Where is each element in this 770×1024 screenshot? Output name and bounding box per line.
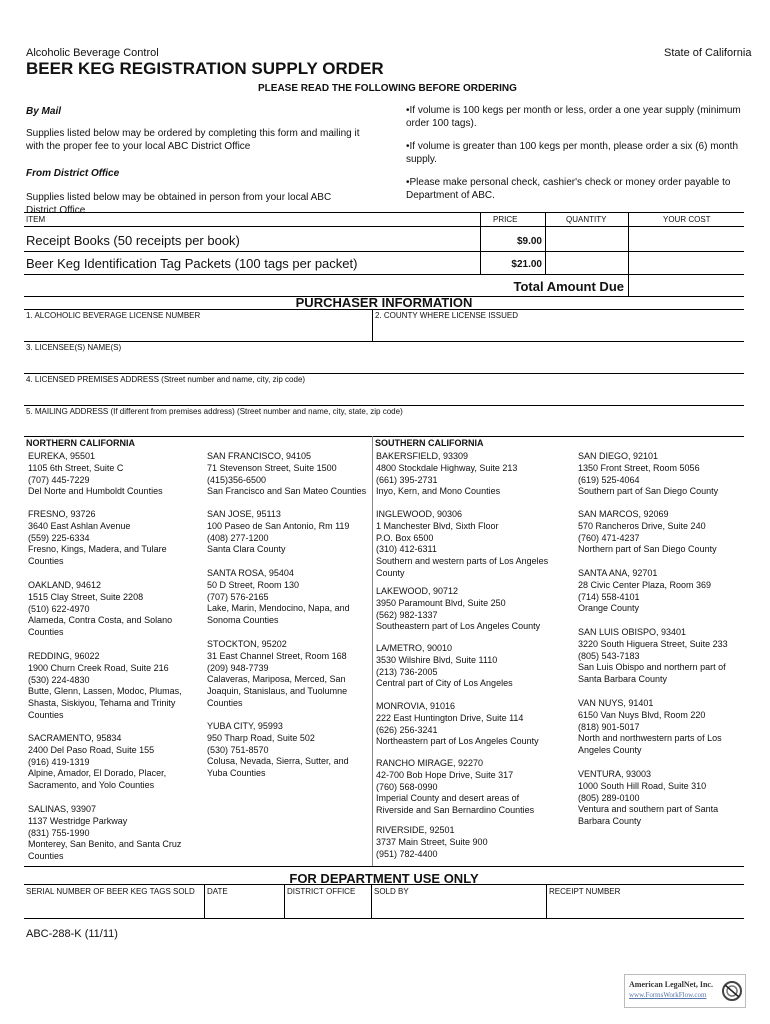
office-city: YUBA CITY, 95993 bbox=[207, 721, 283, 731]
office-line: (530) 751-8570 bbox=[207, 744, 269, 755]
office-line: P.O. Box 6500 bbox=[376, 532, 434, 543]
publisher-name: American LegalNet, Inc. bbox=[629, 980, 713, 989]
office-city: STOCKTON, 95202 bbox=[207, 639, 287, 649]
office-city: RANCHO MIRAGE, 92270 bbox=[376, 758, 484, 768]
office-line: 71 Stevenson Street, Suite 1500 bbox=[207, 462, 337, 473]
office-line: 42-700 Bob Hope Drive, Suite 317 bbox=[376, 769, 514, 780]
office-line: Inyo, Kern, and Mono Counties bbox=[376, 486, 501, 497]
bullet-2: •If volume is greater than 100 kegs per month, please order a six (6) month supply. bbox=[406, 141, 739, 165]
office-line: (707) 576-2165 bbox=[207, 591, 269, 602]
office-line: Monterey, San Benito, and Santa Cruz bbox=[28, 839, 182, 850]
office-line: 3950 Paramount Blvd, Suite 250 bbox=[376, 597, 506, 608]
total-amount-field[interactable] bbox=[631, 277, 742, 295]
office-san-luis-obispo bbox=[578, 627, 746, 686]
office-line: Central part of City of Los Angeles bbox=[376, 678, 513, 689]
office-line: Sacramento, and Yolo Counties bbox=[28, 780, 155, 791]
office-line: County bbox=[376, 567, 405, 578]
dept-sold-by-label: SOLD BY bbox=[374, 887, 409, 896]
office-line: Santa Clara County bbox=[207, 544, 286, 555]
sold-by-field[interactable] bbox=[374, 898, 544, 916]
office-line: 3220 South Higuera Street, Suite 233 bbox=[578, 638, 728, 649]
serial-number-field[interactable] bbox=[26, 898, 202, 916]
office-line: 1 Manchester Blvd, Sixth Floor bbox=[376, 520, 499, 531]
office-rancho-mirage bbox=[376, 758, 544, 817]
office-line: (714) 558-4101 bbox=[578, 591, 640, 602]
office-city: FRESNO, 93726 bbox=[28, 509, 96, 519]
county-field[interactable] bbox=[375, 321, 741, 339]
northern-california-heading: NORTHERN CALIFORNIA bbox=[26, 438, 135, 448]
dept-district-office-label: DISTRICT OFFICE bbox=[287, 887, 356, 896]
quantity-tag-packets-field[interactable] bbox=[548, 253, 625, 273]
office-city: BAKERSFIELD, 93309 bbox=[376, 451, 469, 461]
office-line: 100 Paseo de San Antonio, Rm 119 bbox=[207, 520, 350, 531]
form-number: ABC-288-K (11/11) bbox=[26, 928, 118, 940]
office-line: Southern part of San Diego County bbox=[578, 486, 719, 497]
office-line: North and northwestern parts of Los bbox=[578, 733, 722, 744]
office-line: Imperial County and desert areas of bbox=[376, 793, 520, 804]
office-line: 1000 South Hill Road, Suite 310 bbox=[578, 780, 707, 791]
office-city: SAN JOSE, 95113 bbox=[207, 509, 281, 519]
premises-address-field[interactable] bbox=[26, 385, 741, 403]
office-line: 1105 6th Street, Suite C bbox=[28, 462, 124, 473]
col-header-quantity: QUANTITY bbox=[566, 215, 607, 224]
item-receipt-books: Receipt Books (50 receipts per book) bbox=[26, 233, 240, 248]
office-lakewood bbox=[376, 586, 544, 633]
office-san-francisco bbox=[207, 451, 375, 498]
col-header-price: PRICE bbox=[493, 215, 518, 224]
office-line: 6150 Van Nuys Blvd, Room 220 bbox=[578, 709, 706, 720]
office-city: EUREKA, 95501 bbox=[28, 451, 96, 461]
office-line: (415)356-6500 bbox=[207, 474, 267, 485]
price-receipt-books: $9.00 bbox=[516, 236, 542, 247]
office-line: Del Norte and Humboldt Counties bbox=[28, 486, 163, 497]
district-office-field[interactable] bbox=[287, 898, 369, 916]
quantity-receipt-books-field[interactable] bbox=[548, 230, 625, 250]
office-line: (951) 782-4400 bbox=[376, 848, 438, 859]
office-line: Counties bbox=[28, 627, 64, 638]
office-line: Northeastern part of Los Angeles County bbox=[376, 736, 539, 747]
office-line: 4800 Stockdale Highway, Suite 213 bbox=[376, 462, 518, 473]
dept-date-label: DATE bbox=[207, 887, 228, 896]
dept-serial-number-label: SERIAL NUMBER OF BEER KEG TAGS SOLD bbox=[26, 887, 195, 896]
office-line: Riverside and San Bernardino Counties bbox=[376, 805, 535, 816]
by-mail-heading: By Mail bbox=[26, 106, 62, 117]
col-header-item: ITEM bbox=[26, 215, 46, 224]
office-fresno bbox=[28, 509, 196, 568]
office-city: SAN FRANCISCO, 94105 bbox=[207, 451, 312, 461]
office-city: REDDING, 96022 bbox=[28, 651, 100, 661]
office-line: (818) 901-5017 bbox=[578, 721, 640, 732]
office-city: SANTA ANA, 92701 bbox=[578, 568, 658, 578]
office-line: Butte, Glenn, Lassen, Modoc, Plumas, bbox=[28, 686, 182, 697]
form-title: BEER KEG REGISTRATION SUPPLY ORDER bbox=[26, 59, 384, 78]
office-line: Counties bbox=[28, 556, 64, 567]
office-line: Shasta, Siskiyou, Tehama and Trinity bbox=[28, 698, 176, 709]
cost-tag-packets-field[interactable] bbox=[631, 253, 742, 273]
office-bakersfield bbox=[376, 451, 544, 498]
office-line: (760) 568-0990 bbox=[376, 781, 438, 792]
office-line: 31 East Channel Street, Room 168 bbox=[207, 650, 347, 661]
field-county-label: 2. COUNTY WHERE LICENSE ISSUED bbox=[375, 311, 518, 320]
office-line: (661) 395-2731 bbox=[376, 474, 438, 485]
office-line: San Francisco and San Mateo Counties bbox=[207, 486, 367, 497]
office-san-jose bbox=[207, 509, 375, 556]
from-district-heading: From District Office bbox=[26, 168, 120, 179]
office-san-diego bbox=[578, 451, 746, 498]
licensee-name-field[interactable] bbox=[26, 353, 741, 371]
office-line: 3530 Wilshire Blvd, Suite 1110 bbox=[376, 654, 498, 665]
office-city: SAN DIEGO, 92101 bbox=[578, 451, 659, 461]
receipt-number-field[interactable] bbox=[549, 898, 741, 916]
office-city: OAKLAND, 94612 bbox=[28, 580, 102, 590]
office-city: VAN NUYS, 91401 bbox=[578, 698, 654, 708]
office-line: 1515 Clay Street, Suite 2208 bbox=[28, 591, 144, 602]
office-line: Counties bbox=[28, 851, 64, 862]
cost-receipt-books-field[interactable] bbox=[631, 230, 742, 250]
office-line: (707) 445-7229 bbox=[28, 474, 90, 485]
office-line: (510) 622-4970 bbox=[28, 603, 90, 614]
bullet-1: •If volume is 100 kegs per month or less, order a one year supply (minimum order 100 tags). bbox=[406, 105, 741, 129]
dept-receipt-number-label: RECEIPT NUMBER bbox=[549, 887, 621, 896]
office-line: Alpine, Amador, El Dorado, Placer, bbox=[28, 768, 167, 779]
publisher-website[interactable]: www.FormsWorkFlow.com bbox=[629, 991, 707, 999]
office-line: (310) 412-6311 bbox=[376, 544, 437, 555]
publisher-logo-icon bbox=[721, 979, 743, 1003]
office-line: Colusa, Nevada, Sierra, Sutter, and bbox=[207, 756, 349, 767]
office-city: SALINAS, 93907 bbox=[28, 804, 97, 814]
office-line: (831) 755-1990 bbox=[28, 827, 90, 838]
office-line: Yuba Counties bbox=[207, 768, 266, 779]
agency-name: Alcoholic Beverage Control bbox=[26, 47, 159, 59]
office-city: MONROVIA, 91016 bbox=[376, 701, 456, 711]
office-line: Barbara County bbox=[578, 816, 642, 827]
office-line: (805) 543-7183 bbox=[578, 650, 640, 661]
office-line: 950 Tharp Road, Suite 502 bbox=[207, 732, 315, 743]
office-line: 222 East Huntington Drive, Suite 114 bbox=[376, 712, 524, 723]
office-line: 570 Rancheros Drive, Suite 240 bbox=[578, 520, 706, 531]
office-riverside bbox=[376, 825, 544, 857]
from-district-text: Supplies listed below may be obtained in person from your local ABC District Office bbox=[26, 192, 332, 216]
state-name: State of California bbox=[664, 47, 752, 59]
form-subtitle: PLEASE READ THE FOLLOWING BEFORE ORDERING bbox=[258, 83, 517, 94]
office-line: Counties bbox=[207, 697, 243, 708]
field-mailing-address-label: 5. MAILING ADDRESS (If different from premises address) (Street number and name, city, state, zip code) bbox=[26, 407, 403, 416]
office-city: VENTURA, 93003 bbox=[578, 769, 652, 779]
office-city: INGLEWOOD, 90306 bbox=[376, 509, 463, 519]
office-line: Southern and western parts of Los Angeles bbox=[376, 556, 549, 567]
office-yuba-city bbox=[207, 721, 375, 780]
office-line: Sonoma Counties bbox=[207, 615, 279, 626]
office-city: RIVERSIDE, 92501 bbox=[376, 825, 455, 835]
field-licensee-name-label: 3. LICENSEE(S) NAME(S) bbox=[26, 343, 122, 352]
office-line: (562) 982-1337 bbox=[376, 609, 438, 620]
office-monrovia bbox=[376, 701, 544, 748]
mailing-address-field[interactable] bbox=[26, 417, 741, 433]
office-line: (760) 471-4237 bbox=[578, 532, 640, 543]
office-santa-ana bbox=[578, 568, 746, 615]
office-redding bbox=[28, 651, 196, 722]
office-line: Orange County bbox=[578, 603, 640, 614]
office-line: (805) 289-0100 bbox=[578, 792, 640, 803]
office-line: Angeles County bbox=[578, 745, 642, 756]
office-van-nuys bbox=[578, 698, 746, 757]
office-line: Northern part of San Diego County bbox=[578, 544, 717, 555]
office-city: LA/METRO, 90010 bbox=[376, 643, 453, 653]
office-city: SAN LUIS OBISPO, 93401 bbox=[578, 627, 687, 637]
purchaser-heading: PURCHASER INFORMATION bbox=[295, 295, 473, 310]
office-eureka bbox=[28, 451, 196, 498]
license-number-field[interactable] bbox=[26, 321, 368, 339]
office-line: (209) 948-7739 bbox=[207, 662, 269, 673]
col-header-your-cost: YOUR COST bbox=[663, 215, 711, 224]
office-san-marcos bbox=[578, 509, 746, 556]
office-inglewood bbox=[376, 509, 549, 580]
total-amount-label: Total Amount Due bbox=[513, 279, 624, 294]
office-line: 1350 Front Street, Room 5056 bbox=[578, 462, 700, 473]
office-line: Santa Barbara County bbox=[578, 674, 668, 685]
office-city: SACRAMENTO, 95834 bbox=[28, 733, 122, 743]
office-city: LAKEWOOD, 90712 bbox=[376, 586, 459, 596]
office-city: SAN MARCOS, 92069 bbox=[578, 509, 669, 519]
office-line: (530) 224-4830 bbox=[28, 674, 90, 685]
publisher-badge bbox=[624, 974, 746, 1008]
office-line: 50 D Street, Room 130 bbox=[207, 579, 300, 590]
office-line: 3737 Main Street, Suite 900 bbox=[376, 836, 488, 847]
office-la-metro bbox=[376, 643, 544, 690]
office-line: Joaquin, Stanislaus, and Tuolumne bbox=[207, 686, 348, 697]
office-line: 28 Civic Center Plaza, Room 369 bbox=[578, 579, 712, 590]
office-line: Ventura and southern part of Santa bbox=[578, 804, 719, 815]
office-line: Southeastern part of Los Angeles County bbox=[376, 621, 541, 632]
office-line: (916) 419-1319 bbox=[28, 756, 90, 767]
office-sacramento bbox=[28, 733, 196, 792]
by-mail-text: Supplies listed below may be ordered by completing this form and mailing it with the proper fee to your local ABC District Office bbox=[26, 128, 360, 152]
office-line: 1137 Westridge Parkway bbox=[28, 815, 128, 826]
office-line: 2400 Del Paso Road, Suite 155 bbox=[28, 744, 155, 755]
office-line: (619) 525-4064 bbox=[578, 474, 640, 485]
office-line: Fresno, Kings, Madera, and Tulare bbox=[28, 544, 167, 555]
office-salinas bbox=[28, 804, 196, 863]
bullet-3: •Please make personal check, cashier's check or money order payable to Department of ABC. bbox=[406, 177, 731, 201]
price-tag-packets: $21.00 bbox=[511, 259, 542, 270]
field-premises-address-label: 4. LICENSED PREMISES ADDRESS (Street number and name, city, zip code) bbox=[26, 375, 306, 384]
office-city: SANTA ROSA, 95404 bbox=[207, 568, 294, 578]
department-use-heading: FOR DEPARTMENT USE ONLY bbox=[289, 871, 479, 886]
office-line: (213) 736-2005 bbox=[376, 666, 438, 677]
office-ventura bbox=[578, 769, 746, 828]
date-field[interactable] bbox=[207, 898, 282, 916]
office-line: Counties bbox=[28, 709, 64, 720]
office-line: (626) 256-3241 bbox=[376, 724, 438, 735]
office-line: Calaveras, Mariposa, Merced, San bbox=[207, 674, 346, 685]
office-stockton bbox=[207, 639, 375, 710]
office-line: Lake, Marin, Mendocino, Napa, and bbox=[207, 603, 350, 614]
office-line: San Luis Obispo and northern part of bbox=[578, 662, 726, 673]
office-oakland bbox=[28, 580, 196, 639]
office-santa-rosa bbox=[207, 568, 375, 627]
office-line: 3640 East Ashlan Avenue bbox=[28, 520, 131, 531]
office-line: 1900 Churn Creek Road, Suite 216 bbox=[28, 662, 169, 673]
field-license-number-label: 1. ALCOHOLIC BEVERAGE LICENSE NUMBER bbox=[26, 311, 201, 320]
office-line: (408) 277-1200 bbox=[207, 532, 269, 543]
southern-california-heading: SOUTHERN CALIFORNIA bbox=[375, 438, 484, 448]
office-line: (559) 225-6334 bbox=[28, 532, 90, 543]
office-line: Alameda, Contra Costa, and Solano bbox=[28, 615, 173, 626]
item-tag-packets: Beer Keg Identification Tag Packets (100 tags per packet) bbox=[26, 256, 358, 271]
